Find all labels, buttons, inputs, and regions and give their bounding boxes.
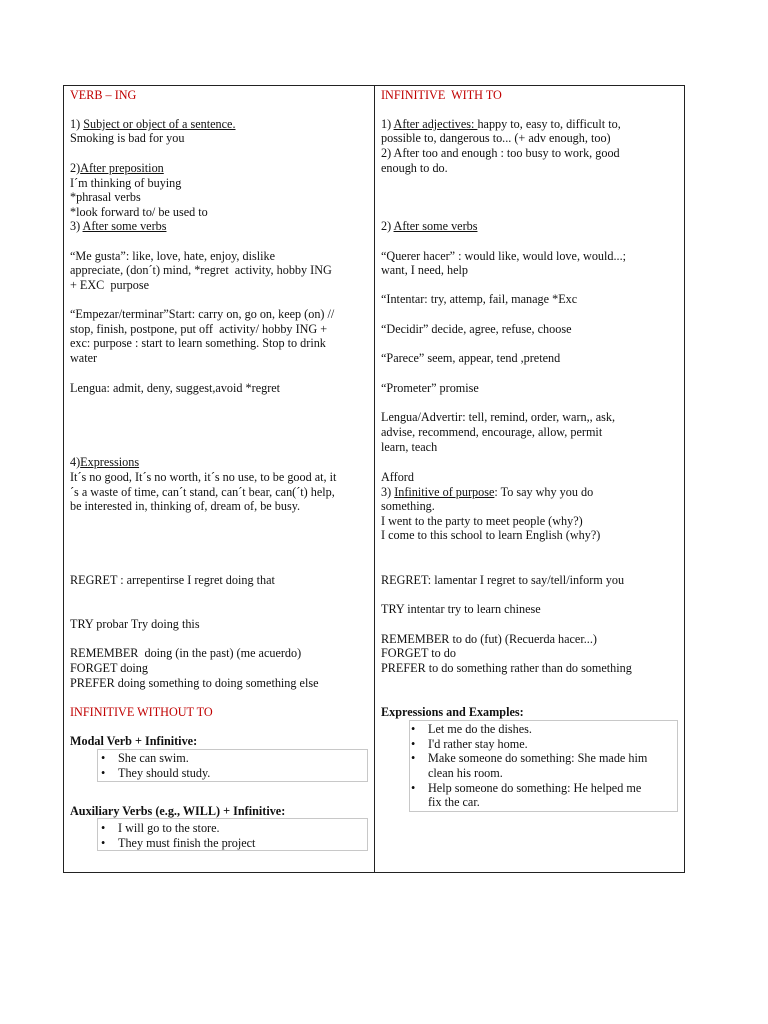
text-line: REMEMBER doing (in the past) (me acuerdo): [70, 646, 302, 660]
text-line: FORGET doing: [70, 661, 148, 675]
text-line: FORGET to do: [381, 646, 456, 660]
list-item: • Let me do the dishes.: [428, 722, 532, 737]
text-line: TRY probar Try doing this: [70, 617, 200, 631]
text-line: “Querer hacer” : would like, would love, would...;: [381, 249, 627, 263]
list-item: • I'd rather stay home.: [428, 737, 528, 752]
auxiliary-examples-box: [97, 818, 368, 851]
text-line: something.: [381, 499, 435, 513]
text-line: “Intentar: try, attemp, fail, manage *Exc: [381, 292, 578, 306]
modal-verb-title: Modal Verb + Infinitive:: [70, 734, 198, 748]
text-line: *look forward to/ be used to: [70, 205, 208, 219]
text-line: water: [70, 351, 98, 365]
text-line: PREFER to do something rather than do something: [381, 661, 632, 675]
text-line: I come to this school to learn English (why?): [381, 528, 601, 542]
text-line: Lengua: admit, deny, suggest,avoid *regret: [70, 381, 281, 395]
list-item: • Make someone do something: She made him: [428, 751, 647, 766]
text-line: REMEMBER to do (fut) (Recuerda hacer...): [381, 632, 597, 646]
infinitive-with-to-heading: INFINITIVE WITH TO: [381, 88, 502, 102]
text-line: PREFER doing something to doing something else: [70, 676, 319, 690]
list-item-continuation: clean his room.: [428, 766, 503, 780]
text-line: be interested in, thinking of, dream of, be busy.: [70, 499, 301, 513]
text-line: It´s no good, It´s no worth, it´s no use, to be good at, it: [70, 470, 337, 484]
list-item: • I will go to the store.: [118, 821, 220, 836]
text-line: “Empezar/terminar”Start: carry on, go on, keep (on) //: [70, 307, 335, 321]
text-line: “Me gusta”: like, love, hate, enjoy, dislike: [70, 249, 275, 263]
section-after-adjectives: 1) After adjectives: happy to, easy to, difficult to,: [381, 117, 621, 131]
section-after-some-verbs: 3) After some verbs: [70, 219, 167, 233]
expressions-examples-title: Expressions and Examples:: [381, 705, 524, 719]
list-item: • Help someone do something: He helped me: [428, 781, 641, 796]
text-line: *phrasal verbs: [70, 190, 141, 204]
text-line: 2) After too and enough : too busy to work, good: [381, 146, 620, 160]
list-item: • She can swim.: [118, 751, 189, 766]
list-item: • They should study.: [118, 766, 210, 781]
section-infinitive-of-purpose: 3) Infinitive of purpose: To say why you do: [381, 485, 594, 499]
section-subject-object: 1) Subject or object of a sentence.: [70, 117, 236, 131]
text-line: REGRET : arrepentirse I regret doing that: [70, 573, 275, 587]
text-line: appreciate, (don´t) mind, *regret activity, hobby ING: [70, 263, 332, 277]
text-line: I went to the party to meet people (why?): [381, 514, 583, 528]
text-line: stop, finish, postpone, put off activity/ hobby ING +: [70, 322, 328, 336]
text-line: exc: purpose : start to learn something. Stop to drink: [70, 336, 326, 350]
expressions-examples-box: [409, 720, 678, 812]
section-after-some-verbs-right: 2) After some verbs: [381, 219, 478, 233]
list-item-continuation: fix the car.: [428, 795, 480, 809]
text-line: Afford: [381, 470, 414, 484]
text-line: Lengua/Advertir: tell, remind, order, warn,, ask,: [381, 410, 616, 424]
text-line: “Parece” seem, appear, tend ,pretend: [381, 351, 561, 365]
infinitive-with-to-column: [375, 86, 684, 872]
text-line: “Decidir” decide, agree, refuse, choose: [381, 322, 572, 336]
text-line: + EXC purpose: [70, 278, 149, 292]
grammar-table: [63, 85, 685, 873]
infinitive-without-to-heading: INFINITIVE WITHOUT TO: [70, 705, 213, 719]
text-line: possible to, dangerous to... (+ adv enough, too): [381, 131, 611, 145]
list-item: • They must finish the project: [118, 836, 255, 851]
section-after-preposition: 2)After preposition: [70, 161, 164, 175]
text-line: Smoking is bad for you: [70, 131, 185, 145]
text-line: want, I need, help: [381, 263, 468, 277]
text-line: learn, teach: [381, 440, 438, 454]
text-line: enough to do.: [381, 161, 448, 175]
text-line: TRY intentar try to learn chinese: [381, 602, 541, 616]
text-line: “Prometer” promise: [381, 381, 479, 395]
verb-ing-heading: VERB – ING: [70, 88, 137, 102]
text-line: I´m thinking of buying: [70, 176, 182, 190]
text-line: advise, recommend, encourage, allow, permit: [381, 425, 603, 439]
verb-ing-column: [64, 86, 375, 872]
text-line: REGRET: lamentar I regret to say/tell/inform you: [381, 573, 625, 587]
auxiliary-verbs-title: Auxiliary Verbs (e.g., WILL) + Infinitive:: [70, 804, 286, 818]
modal-examples-box: [97, 749, 368, 782]
text-line: ´s a waste of time, can´t stand, can´t bear, can(´t) help,: [70, 485, 335, 499]
section-expressions: 4)Expressions: [70, 455, 140, 469]
